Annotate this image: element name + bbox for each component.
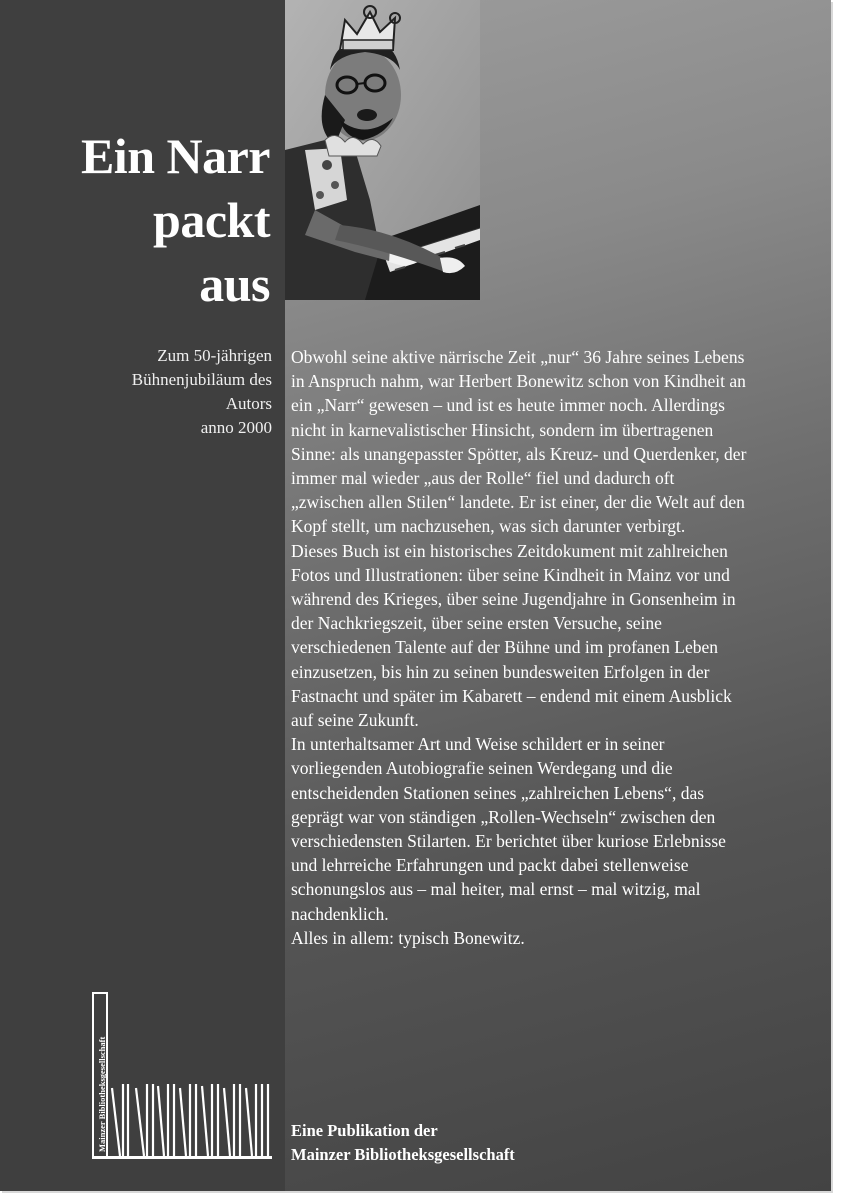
title-line-2: packt [153,192,270,248]
blurb-paragraph: Obwohl seine aktive närrische Zeit „nur“ 36 Jahre seines Lebens in Anspruch nahm, war Herbert Bonewitz schon von Kindheit an ein „Narr“ gewesen – und ist es heute immer noch. Allerdings nicht in karnevalistischer Hinsicht, sondern im übertragenen Sinne: als unangepasster Spötter, als Kreuz- und Querdenker, der immer mal wieder „aus der Rolle“ fiel und dadurch oft „zwischen allen Stilen“ landete. Er ist einer, der die Welt auf den Kopf stellt, um nachzusehen, was sich darunter verbirgt. [291,347,747,537]
book-title [40,124,270,316]
logo-text: Mainzer Bibliotheksgesellschaft [97,1036,107,1152]
subtitle-line-2: Bühnenjubiläum des [131,370,272,389]
subtitle-line-3: Autors [225,394,272,413]
blurb-paragraph: In unterhaltsamer Art und Weise schildert er in seiner vorliegenden Autobiografie seinen Werdegang und die entscheidenden Stationen seines „zahlreichen Lebens“, das geprägt war von ständigen „Rollen-Wechseln“ zwischen den verschiedensten Stilarten. Er berichtet über kuriose Erlebnisse und lehrreiche Erfahrungen und packt dabei stellenweise schonungslos aus – mal heiter, mal ernst – mal witzig, mal nachdenklich. [291,734,726,924]
publisher-line-1: Eine Publikation der [291,1121,438,1140]
publisher-line-2: Mainzer Bibliotheksgesellschaft [291,1145,515,1164]
title-line-3: aus [199,256,270,312]
blurb-paragraph: Dieses Buch ist ein historisches Zeitdokument mit zahlreichen Fotos und Illustrationen: über seine Kindheit in Mainz vor und während des Krieges, über seine Jugendjahre in Gonsenheim in der Nachkriegszeit, über seine ersten Versuche, seine verschiedenen Talente auf der Bühne und im profanen Leben einzusetzen, bis hin zu seinen bundesweiten Erfolgen in der Fastnacht und später im Kabarett – endend mit einem Ausblick auf seine Zukunft. [291,540,736,731]
publisher-note [291,1119,711,1167]
bookshelf-icon [112,1084,268,1156]
blurb-paragraph: Alles in allem: typisch Bonewitz. [291,927,525,948]
author-photo [285,0,480,300]
book-subtitle [40,344,272,440]
title-line-1: Ein Narr [80,128,270,184]
subtitle-line-1: Zum 50-jährigen [157,346,272,365]
library-society-logo [92,992,272,1160]
blurb-text [291,345,751,950]
subtitle-line-4: anno 2000 [200,418,272,437]
